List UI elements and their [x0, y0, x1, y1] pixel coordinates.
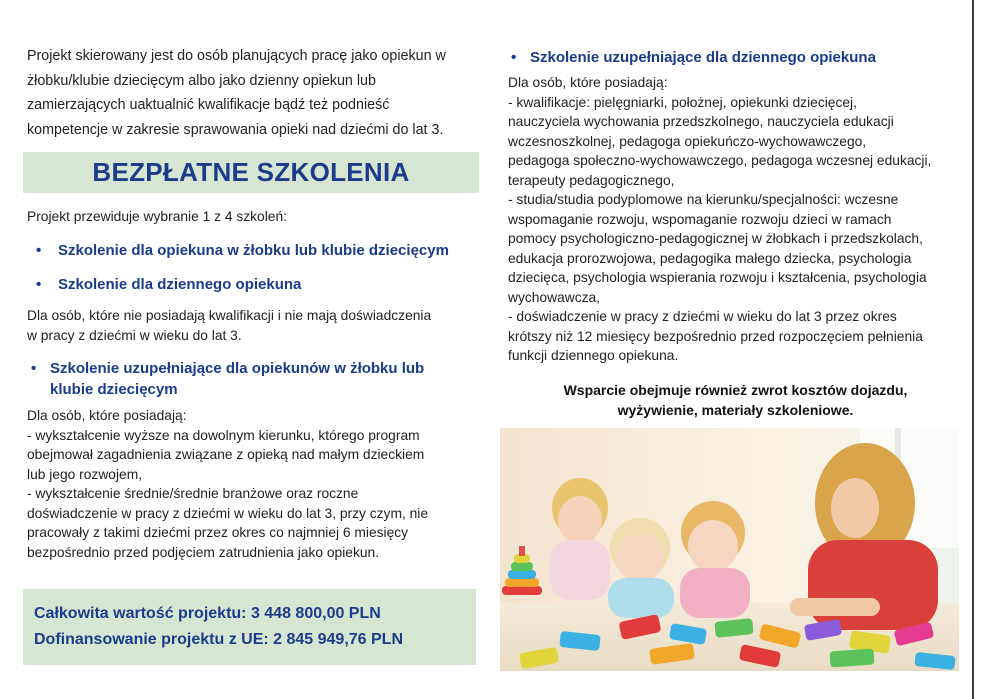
- intro-paragraph: [27, 44, 477, 142]
- bullet-dot: •: [511, 49, 517, 66]
- text-line: dziecięca, psychologia wspierania rozwoju i kształcenia, psychologia: [508, 270, 927, 285]
- intro-line: zamierzających uaktualnić kwalifikacje bądź też podnieść: [27, 97, 390, 113]
- text-line: - doświadczenie w pracy z dziećmi w wieku do lat 3 przez okres: [508, 309, 897, 324]
- total-value: Całkowita wartość projektu: 3 448 800,00 PLN: [34, 605, 381, 622]
- eu-funding: Dofinansowanie projektu z UE: 2 845 949,76 PLN: [34, 631, 403, 648]
- text-line: lub jego rozwojem,: [27, 466, 143, 482]
- text-line: obejmował zagadnienia związane z opieką nad małym dzieckiem: [27, 447, 425, 462]
- text-line: pedagoga społeczno-wychowawczego, pedagoga wczesnej edukacji,: [508, 153, 932, 168]
- text-line: doświadczenie w pracy z dziećmi w wieku do lat 3, przy czym, nie: [27, 505, 429, 521]
- photo-illustration: [500, 428, 959, 671]
- text-line: Dla osób, które nie posiadają kwalifikacji i nie mają doświadczenia: [27, 308, 432, 323]
- text-line: - wykształcenie wyższe na dowolnym kierunku, którego program: [27, 427, 420, 443]
- bullet-label: Szkolenie uzupełniające dla dziennego opiekuna: [530, 49, 876, 66]
- free-trainings-banner: [23, 152, 479, 193]
- children-playing-photo: [500, 428, 959, 671]
- bullet-label: Szkolenie dla dziennego opiekuna: [58, 276, 302, 293]
- text-line: pomocy psychologiczno-pedagogicznej w żłobkach i przedszkolach,: [508, 231, 923, 246]
- text-line: - studia/studia podyplomowe na kierunku/specjalności: wczesne: [508, 192, 899, 207]
- bullet-dot: •: [36, 242, 42, 259]
- text-line: krótszy niż 12 miesięcy bezpośrednio przed rozpoczęciem pełnienia: [508, 328, 923, 344]
- text-line: Dla osób, które posiadają:: [508, 75, 668, 90]
- requirements-left: [27, 406, 482, 562]
- support-note: [508, 380, 963, 420]
- intro-line: Projekt skierowany jest do osób planujących pracę jako opiekun w: [27, 48, 446, 64]
- text-line: wczesnoszkolnej, pedagoga opiekuńczo-wychowawczego,: [508, 133, 867, 149]
- text-line: bezpośrednio przed podjęciem zatrudnienia jako opiekun.: [27, 544, 380, 560]
- text-line: pracowały z takimi dziećmi przez okres co najmniej 6 miesięcy: [27, 525, 409, 540]
- training-bullet-2: [36, 274, 486, 295]
- banner-title: BEZPŁATNE SZKOLENIA: [92, 157, 410, 187]
- choose-text: Projekt przewiduje wybranie 1 z 4 szkoleń:: [27, 209, 287, 224]
- support-line: Wsparcie obejmuje również zwrot kosztów dojazdu,: [563, 382, 908, 398]
- page-edge-line: [972, 0, 974, 699]
- bullet-label: [31, 358, 481, 400]
- bullet-dot: •: [36, 276, 42, 293]
- training-bullet-3: [31, 358, 481, 400]
- intro-line: kompetencje w zakresie sprawowania opieki nad dziećmi do lat 3.: [27, 121, 444, 138]
- text-line: - kwalifikacje: pielęgniarki, położnej, opiekunki dziecięcej,: [508, 94, 857, 110]
- text-line: Dla osób, które posiadają:: [27, 408, 187, 423]
- training-bullet-4: [511, 47, 966, 68]
- bullet-label: Szkolenie dla opiekuna w żłobku lub klubie dziecięcym: [58, 242, 449, 259]
- text-line: terapeuty pedagogicznego,: [508, 172, 675, 188]
- text-line: nauczyciela wychowania przedszkolnego, nauczyciela edukacji: [508, 114, 894, 129]
- text-line: w pracy z dziećmi w wieku do lat 3.: [27, 327, 242, 343]
- text-line: edukacja prorozwojowa, pedagogika małego dziecka, psychologia: [508, 250, 912, 266]
- bullet-line: Szkolenie uzupełniające dla opiekunów w żłobku lub: [50, 360, 425, 377]
- support-line: wyżywienie, materiały szkoleniowe.: [617, 402, 854, 418]
- text-line: wspomaganie rozwoju, wspomaganie rozwoju dzieci w ramach: [508, 211, 892, 227]
- no-qualification-text: [27, 306, 482, 345]
- intro-line: żłobku/klubie dziecięcym albo jako dzienny opiekun lub: [27, 72, 376, 89]
- bullet-line: klubie dziecięcym: [50, 381, 178, 398]
- bullet-dot: •: [31, 360, 37, 377]
- training-bullet-1: [36, 240, 486, 261]
- requirements-right: [508, 73, 968, 366]
- project-value-box: [23, 589, 476, 665]
- text-line: funkcji dziennego opiekuna.: [508, 348, 679, 363]
- text-line: - wykształcenie średnie/średnie branżowe oraz roczne: [27, 486, 359, 501]
- text-line: wychowawcza,: [508, 289, 601, 305]
